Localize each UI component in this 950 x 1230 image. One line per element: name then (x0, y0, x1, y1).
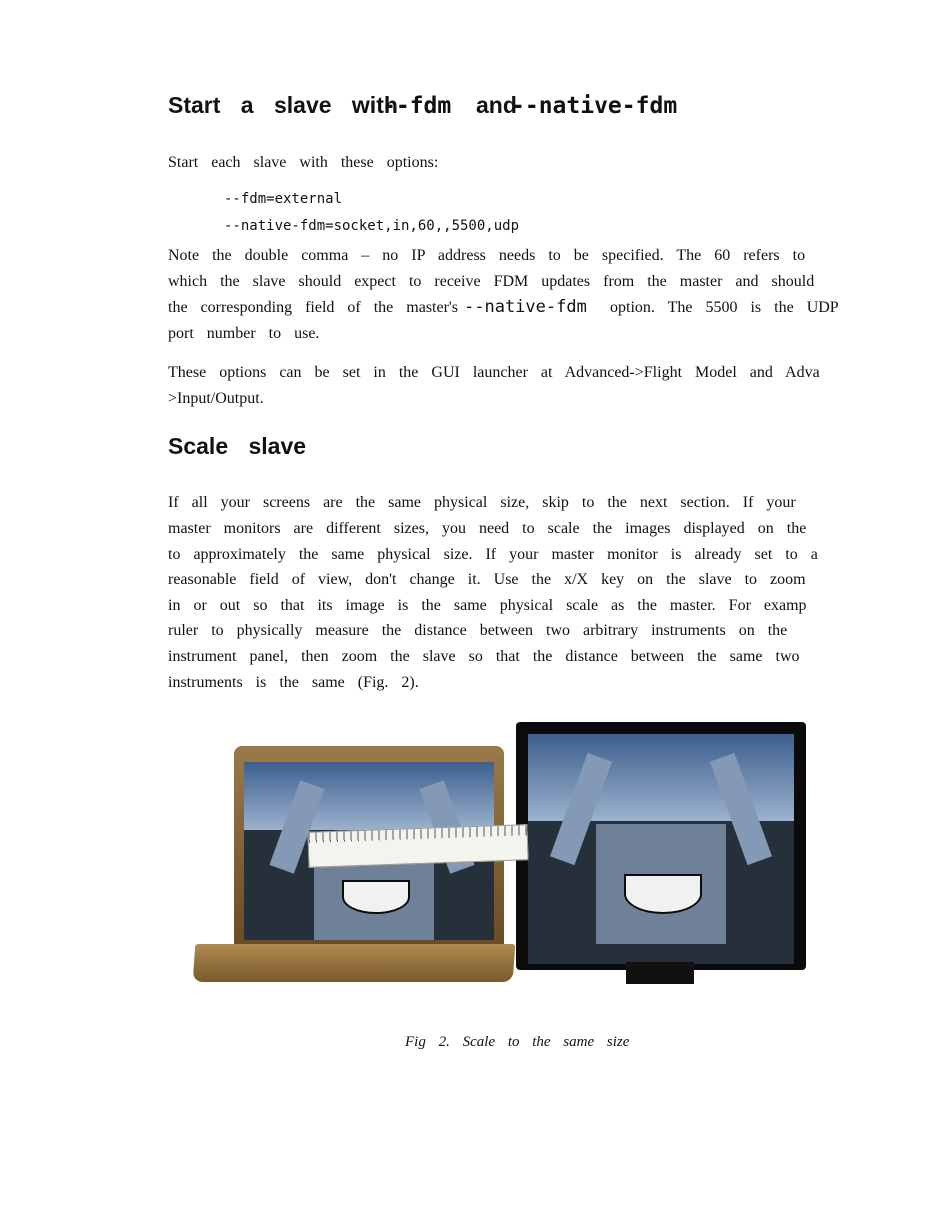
code-line-fdm-external: --fdm=external (224, 191, 343, 207)
monitor-stand (626, 962, 694, 984)
scale-line: If all your screens are the same physical size, skip to the next section. If your (168, 494, 796, 511)
scale-line: to approximately the same physical size. If your master monitor is already set to a (168, 546, 818, 563)
code-line-native-fdm: --native-fdm=socket,in,60,,5500,udp (224, 218, 520, 234)
note-inline-code: --native-fdm (464, 297, 587, 317)
scale-line: ruler to physically measure the distance between two arbitrary instruments on the (168, 622, 788, 639)
gui-line: These options can be set in the GUI launcher at Advanced->Flight Model and Adva (168, 364, 820, 381)
gui-line: >Input/Output. (168, 390, 264, 407)
scale-line: reasonable field of view, don't change it. Use the x/X key on the slave to zoom (168, 571, 806, 588)
note-line: the corresponding field of the master's (168, 299, 459, 316)
monitor-screen (528, 734, 794, 964)
note-line: port number to use. (168, 325, 320, 342)
gauge-icon (624, 874, 702, 914)
monitor-image (516, 722, 806, 970)
laptop-keyboard-base (193, 944, 516, 982)
heading-text: Start a slave with (168, 92, 398, 118)
heading-code-fdm: --fdm (382, 93, 452, 119)
heading-and: and (476, 92, 517, 118)
ruler-image (307, 824, 528, 868)
scale-line: instruments is the same (Fig. 2). (168, 674, 419, 691)
note-line: which the slave should expect to receive FDM updates from the master and should (168, 273, 815, 290)
figure-caption: Fig 2. Scale to the same size (405, 1034, 630, 1050)
heading-code-native-fdm: --native-fdm (511, 93, 678, 119)
note-line: option. The 5500 is the UDP (610, 299, 839, 316)
section-heading-start-slave (168, 92, 398, 119)
gauge-icon (342, 880, 410, 914)
scale-line: master monitors are different sizes, you need to scale the images displayed on the (168, 520, 807, 537)
figure-photo-laptop-and-monitor (190, 718, 810, 990)
scale-line: instrument panel, then zoom the slave so that the distance between the same two (168, 648, 800, 665)
scale-line: in or out so that its image is the same physical scale as the master. For examp (168, 597, 807, 614)
intro-paragraph: Start each slave with these options: (168, 154, 439, 171)
note-line: Note the double comma – no IP address needs to be specified. The 60 refers to (168, 247, 806, 264)
section-heading-scale-slave: Scale slave (168, 433, 307, 459)
